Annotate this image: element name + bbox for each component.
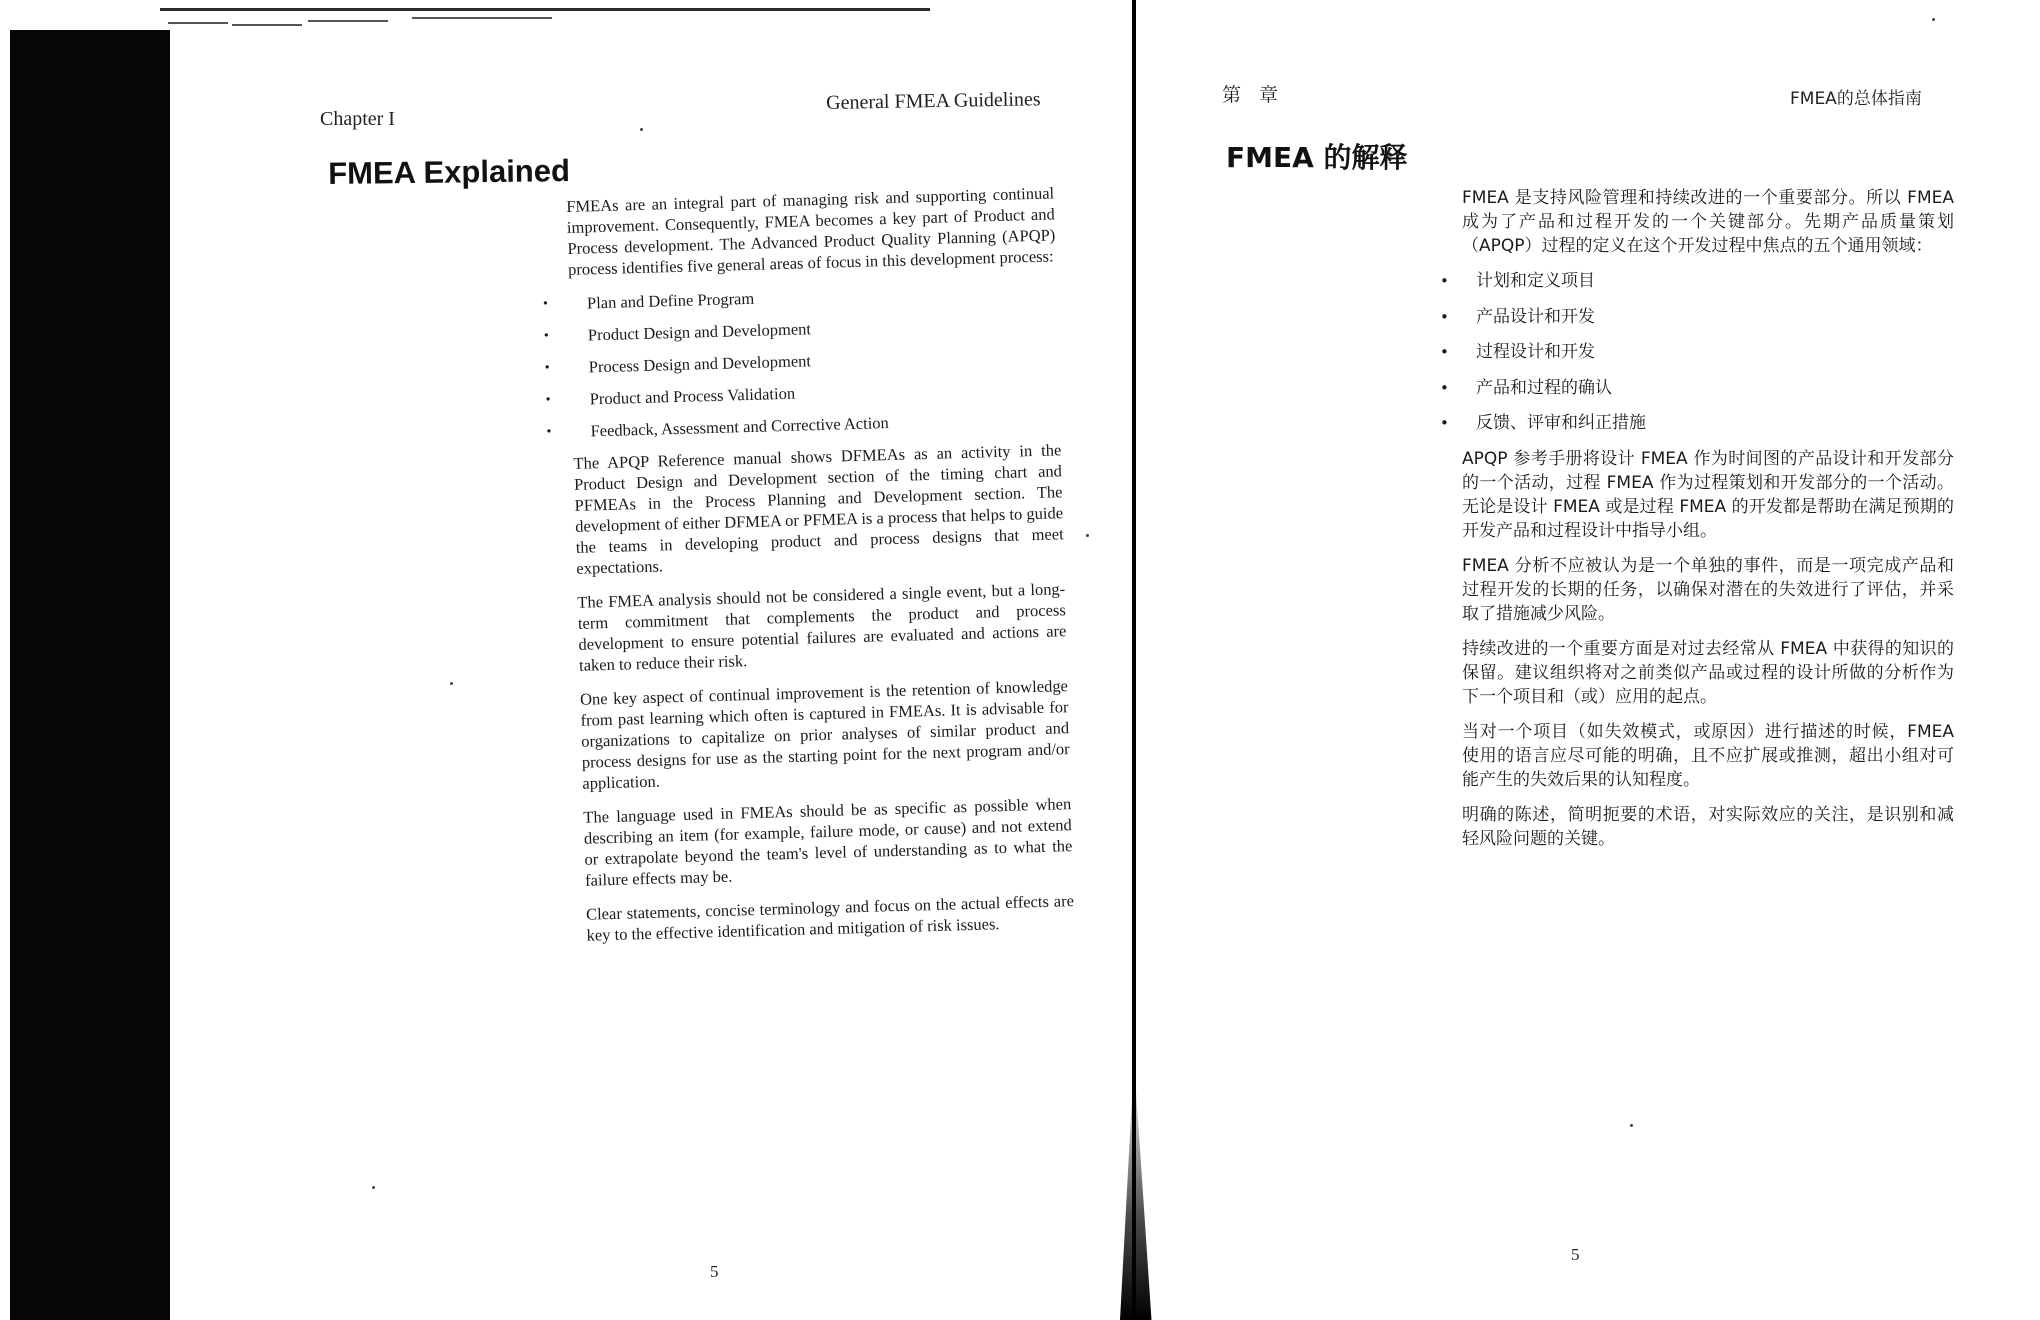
- running-header-chapter: 第 章: [1222, 84, 1285, 106]
- scan-speck: [1932, 18, 1935, 21]
- paragraph: FMEA 分析不应被认为是一个单独的事件，而是一项完成产品和过程开发的长期的任务，以确保对潜在的失效进行了评估，并采取了措施减少风险。: [1462, 555, 1954, 624]
- focus-areas-list: [1440, 269, 1954, 435]
- paragraph: One key aspect of continual improvement is the retention of knowledge from past learning which often is captured in FMEAs. It is advisable for organizations to capitalize on prior analyses of similar product and process designs for use as the starting point for the next program and/or application.: [579, 676, 1070, 793]
- list-item: • 过程设计和开发: [1440, 340, 1954, 364]
- list-item: • 计划和定义项目: [1440, 269, 1954, 293]
- scan-speck: [372, 1186, 375, 1189]
- page-title: FMEA 的解释: [1226, 141, 1408, 174]
- list-item: • 反馈、评审和纠正措施: [1440, 411, 1954, 435]
- page-title: FMEA Explained: [328, 153, 571, 191]
- paragraph: The FMEA analysis should not be considered a single event, but a long-term commitment that complements the product and process development to ensure potential failures are evaluated and actions are taken to reduce their risk.: [577, 579, 1067, 675]
- scan-binding-shadow: [10, 30, 170, 1320]
- paragraph: 当对一个项目（如失效模式，或原因）进行描述的时候，FMEA 使用的语言应尽可能的明确，且不应扩展或推测，超出小组对可能产生的失效后果的认知程度。: [1462, 721, 1954, 790]
- running-header-section: General FMEA Guidelines: [826, 88, 1041, 114]
- paragraph: The APQP Reference manual shows DFMEAs as an activity in the Product Design and Development section of the timing chart and PFMEAs in the Process Planning and Development section. The development of either DFMEA or PFMEA is a process that helps to guide the teams in developing product and process designs that meet expectations.: [573, 440, 1064, 578]
- intro-paragraph: FMEAs are an integral part of managing risk and supporting continual improvement. Consequently, FMEA becomes a key part of Product and Process development. The Advanced Product Quality Planning (APQP) process identifies five general areas of focus in this development process:: [566, 183, 1056, 279]
- scan-artifact: [232, 24, 302, 26]
- paragraph: 明确的陈述，简明扼要的术语，对实际效应的关注，是识别和减轻风险问题的关键。: [1462, 804, 1954, 849]
- page-number: 5: [1571, 1245, 1580, 1264]
- list-item: • 产品和过程的确认: [1440, 376, 1954, 400]
- page-number: 5: [710, 1262, 719, 1281]
- body-text: [566, 182, 1075, 958]
- list-item: • Plan and Define Program: [543, 279, 1057, 314]
- scan-speck: [1630, 1124, 1633, 1127]
- scan-speck: [640, 128, 643, 131]
- scan-top-edge: [160, 8, 930, 11]
- scan-gutter-shadow: [1120, 1060, 1190, 1320]
- paragraph: Clear statements, concise terminology and focus on the actual effects are key to the effective identification and mitigation of risk issues.: [585, 891, 1075, 945]
- scan-artifact: [168, 22, 228, 24]
- running-header-section: FMEA的总体指南: [1790, 89, 1922, 109]
- list-item: • 产品设计和开发: [1440, 305, 1954, 329]
- paragraph: 持续改进的一个重要方面是对过去经常从 FMEA 中获得的知识的保留。建议组织将对之前类似产品或过程的设计所做的分析作为下一个项目和（或）应用的起点。: [1462, 638, 1954, 707]
- intro-paragraph: FMEA 是支持风险管理和持续改进的一个重要部分。所以 FMEA 成为了产品和过程开发的一个关键部分。先期产品质量策划（APQP）过程的定义在这个开发过程中焦点的五个通用领域：: [1462, 188, 1954, 256]
- list-item: • Feedback, Assessment and Corrective Action: [546, 407, 1060, 442]
- focus-areas-list: [543, 279, 1061, 442]
- paragraph: APQP 参考手册将设计 FMEA 作为时间图的产品设计和开发部分的一个活动，过程 FMEA 作为过程策划和开发部分的一个活动。无论是设计 FMEA 或是过程 FMEA 的开发都是帮助在满足预期的开发产品和过程设计中指导小组。: [1462, 448, 1954, 541]
- scan-speck: [1086, 534, 1089, 537]
- paragraph: The language used in FMEAs should be as specific as possible when describing an item (for example, failure mode, or cause) and not extend or extrapolate beyond the team's level of understanding as to what the failure effects may be.: [583, 794, 1073, 890]
- scan-artifact: [308, 20, 388, 22]
- scan-artifact: [412, 17, 552, 19]
- list-item: • Product and Process Validation: [545, 375, 1059, 410]
- right-page: [1120, 0, 2040, 1320]
- list-item: • Product Design and Development: [544, 311, 1058, 346]
- body-text: [1462, 186, 1954, 862]
- list-item: • Process Design and Development: [545, 343, 1059, 378]
- running-header-chapter: Chapter I: [320, 108, 395, 130]
- scan-speck: [450, 682, 453, 685]
